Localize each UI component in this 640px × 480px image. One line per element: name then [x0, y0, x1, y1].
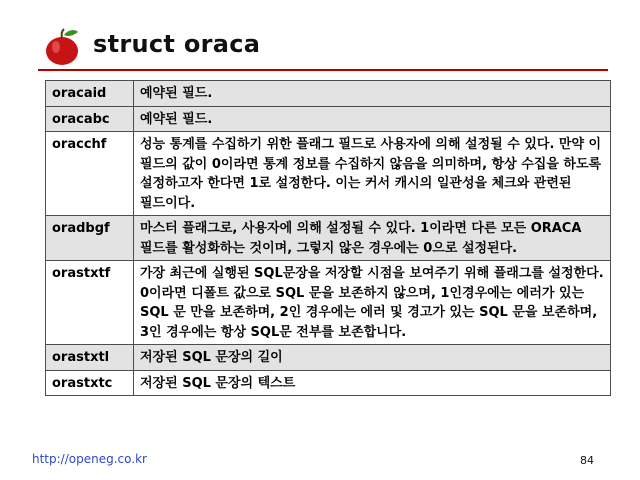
table-row — [46, 345, 611, 371]
field-name: oracabc — [46, 106, 134, 132]
table-row — [46, 106, 611, 132]
table-row — [46, 261, 611, 345]
field-description: 마스터 플래그로, 사용자에 의해 설정될 수 있다. 1이라면 다른 모든 ORACA 필드를 활성화하는 것이며, 그렇지 않은 경우에는 0으로 설정된다. — [134, 216, 611, 261]
field-name: oradbgf — [46, 216, 134, 261]
table-row — [46, 132, 611, 216]
field-description: 저장된 SQL 문장의 길이 — [134, 345, 611, 371]
field-name: orastxtl — [46, 345, 134, 371]
field-name: orastxtf — [46, 261, 134, 345]
oraca-field-table — [45, 80, 611, 396]
table-row — [46, 81, 611, 107]
field-description: 예약된 필드. — [134, 81, 611, 107]
footer-url-link[interactable]: http://openeg.co.kr — [32, 452, 147, 466]
field-name: oracchf — [46, 132, 134, 216]
table-row — [46, 216, 611, 261]
apple-icon — [44, 26, 80, 66]
field-description: 예약된 필드. — [134, 106, 611, 132]
field-description: 가장 최근에 실행된 SQL문장을 저장할 시점을 보여주기 위해 플래그를 설정한다. 0이라면 디폴트 값으로 SQL 문을 보존하지 않으며, 1인경우에는 에러가 있는 SQL 문 만을 보존하며, 2인 경우에는 에러 및 경고가 있는 SQL 문을 보존하며, 3인 경우에는 항상 SQL문 전부를 보존합니다. — [134, 261, 611, 345]
field-description: 저장된 SQL 문장의 텍스트 — [134, 370, 611, 396]
field-name: oracaid — [46, 81, 134, 107]
table-row — [46, 370, 611, 396]
field-description: 성능 통계를 수집하기 위한 플래그 필드로 사용자에 의해 설정될 수 있다. 만약 이 필드의 값이 0이라면 통계 정보를 수집하지 않음을 의미하며, 항상 수집을 하도록 설정하고자 한다면 1로 설정한다. 이는 커서 캐시의 일관성을 체크와 관련된 필드이다. — [134, 132, 611, 216]
title-divider — [38, 69, 608, 71]
page-number: 84 — [580, 454, 594, 467]
slide-title: struct oraca — [93, 30, 261, 58]
field-name: orastxtc — [46, 370, 134, 396]
